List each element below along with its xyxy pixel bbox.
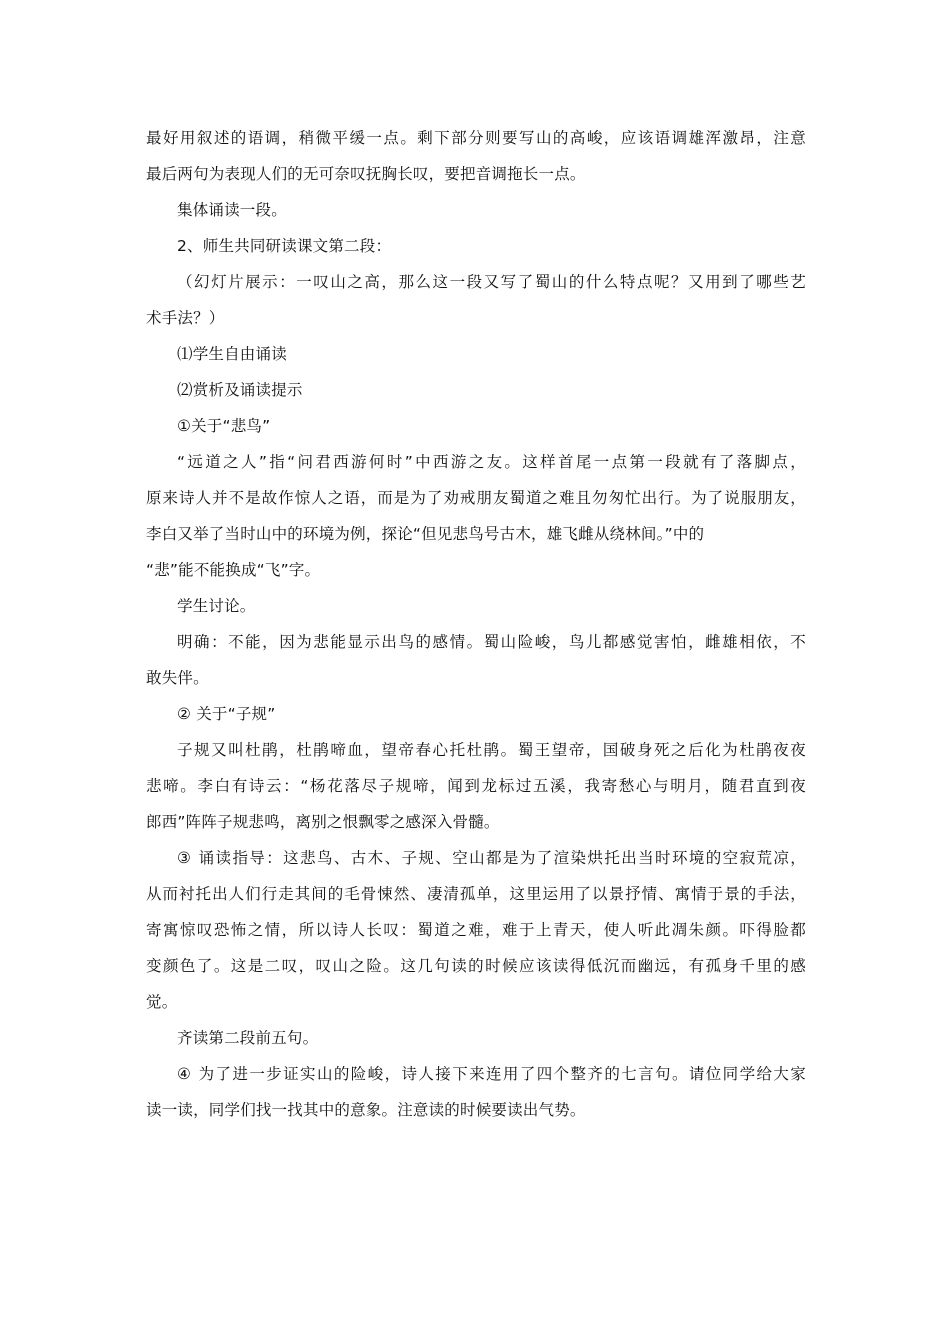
text-line: ⑴学生自由诵读 <box>177 345 287 363</box>
text-line: 明确：不能，因为悲能显示出鸟的感情。蜀山险峻，鸟儿都感觉害怕，雌雄相依，不 <box>177 633 806 651</box>
text-line: ③ 诵读指导：这悲鸟、古木、子规、空山都是为了渲染烘托出当时环境的空寂荒凉， <box>177 849 806 867</box>
text-line: 寄寓惊叹恐怖之情，所以诗人长叹：蜀道之难，难于上青天，使人听此凋朱颜。吓得脸都 <box>146 921 806 939</box>
text-line: ② 关于“子规” <box>177 705 276 723</box>
text-line: 觉。 <box>146 993 178 1011</box>
text-line: 郎西”阵阵子规悲鸣，离别之恨飘零之感深入骨髓。 <box>146 813 500 831</box>
text-line: “悲”能不能换成“飞”字。 <box>146 561 321 579</box>
text-line: 变颜色了。这是二叹，叹山之险。这几句读的时候应该读得低沉而幽远，有孤身千里的感 <box>146 957 806 975</box>
text-line: 齐读第二段前五句。 <box>177 1029 319 1047</box>
text-line: 敢失伴。 <box>146 669 209 687</box>
text-line: 最好用叙述的语调，稍微平缓一点。剩下部分则要写山的高峻，应该语调雄浑激昂，注意 <box>146 129 806 147</box>
text-line: 2、师生共同研读课文第二段： <box>177 237 392 255</box>
text-line: 最后两句为表现人们的无可奈叹抚胸长叹，要把音调拖长一点。 <box>146 165 586 183</box>
text-line: ①关于“悲鸟” <box>177 417 271 435</box>
text-line: “远道之人”指“问君西游何时”中西游之友。这样首尾一点第一段就有了落脚点， <box>177 453 806 471</box>
text-line: ⑵赏析及诵读提示 <box>177 381 303 399</box>
text-line: 李白又举了当时山中的环境为例，探论“但见悲鸟号古木，雄飞雌从绕林间。”中的 <box>146 525 705 543</box>
text-line: 原来诗人并不是故作惊人之语，而是为了劝戒朋友蜀道之难且勿匆忙出行。为了说服朋友， <box>146 489 806 507</box>
text-line: 子规又叫杜鹃，杜鹃啼血，望帝春心托杜鹃。蜀王望帝，国破身死之后化为杜鹃夜夜 <box>177 741 806 759</box>
document-body <box>146 120 806 1128</box>
text-line: 术手法？） <box>146 309 225 327</box>
text-line: 从而衬托出人们行走其间的毛骨悚然、凄清孤单，这里运用了以景抒情、寓情于景的手法， <box>146 885 806 903</box>
text-line: （幻灯片展示：一叹山之高，那么这一段又写了蜀山的什么特点呢？又用到了哪些艺 <box>177 273 806 291</box>
text-line: ④ 为了进一步证实山的险峻，诗人接下来连用了四个整齐的七言句。请位同学给大家 <box>177 1065 806 1083</box>
text-line: 学生讨论。 <box>177 597 256 615</box>
text-line: 集体诵读一段。 <box>177 201 287 219</box>
text-line: 悲啼。李白有诗云：“杨花落尽子规啼，闻到龙标过五溪，我寄愁心与明月，随君直到夜 <box>146 777 806 795</box>
text-line: 读一读，同学们找一找其中的意象。注意读的时候要读出气势。 <box>146 1101 586 1119</box>
